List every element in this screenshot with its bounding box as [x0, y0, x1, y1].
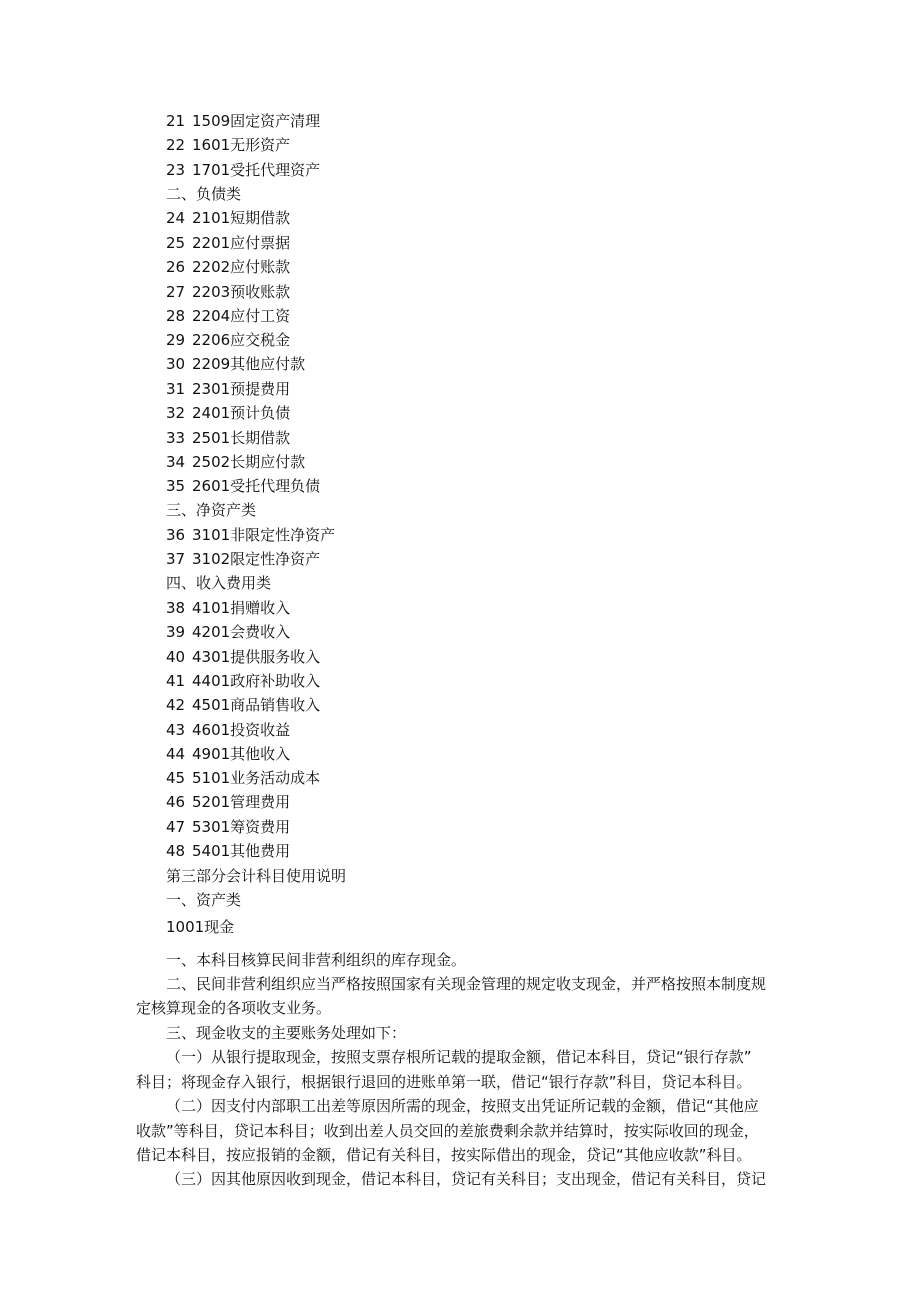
item-number: 30: [166, 355, 186, 373]
subparagraph-2-line-3: 借记本科目，按应报销的金额，借记有关科目，按实际借出的现金，贷记“其他应收款”科目。: [136, 1146, 752, 1164]
subparagraph-2-line-2: 收款”等科目，贷记本科目；收到出差人员交回的差旅费剩余款并结算时，按实际收回的现金，: [136, 1122, 759, 1140]
list-item: [166, 135, 290, 155]
item-number: 24: [166, 209, 186, 227]
item-text: 2101短期借款: [192, 209, 291, 227]
item-text: 5401其他费用: [192, 842, 291, 860]
item-number: 41: [166, 672, 186, 690]
item-number: 37: [166, 550, 186, 568]
list-item: [166, 452, 305, 472]
item-number: 29: [166, 331, 186, 349]
paragraph-3: 三、现金收支的主要账务处理如下：: [166, 1024, 407, 1042]
list-item: [166, 720, 290, 740]
item-text: 5201管理费用: [192, 793, 291, 811]
subparagraph-3-line-1: （三）因其他原因收到现金，借记本科目，贷记有关科目；支出现金，借记有关科目，贷记: [166, 1170, 767, 1188]
item-number: 28: [166, 307, 186, 325]
list-item: [166, 379, 290, 399]
item-number: 48: [166, 842, 186, 860]
subparagraph-1-line-2: 科目；将现金存入银行，根据银行退回的进账单第一联，借记“银行存款”科目，贷记本科目。: [136, 1073, 752, 1091]
account-title: 1001现金: [166, 918, 235, 936]
part-title: 第三部分会计科目使用说明: [166, 867, 347, 885]
list-item: [166, 233, 290, 253]
item-number: 42: [166, 696, 186, 714]
item-text: 3102限定性净资产: [192, 550, 321, 568]
section-heading-net-assets: 三、净资产类: [166, 501, 257, 519]
list-item: [166, 817, 290, 837]
list-item: [166, 111, 320, 131]
item-text: 4501商品销售收入: [192, 696, 321, 714]
item-text: 2201应付票据: [192, 234, 291, 252]
item-text: 4301提供服务收入: [192, 648, 321, 666]
item-number: 35: [166, 477, 186, 495]
paragraph-2-line-2: 定核算现金的各项收支业务。: [136, 999, 332, 1017]
item-text: 5301筹资费用: [192, 818, 291, 836]
item-text: 1601无形资产: [192, 136, 291, 154]
item-text: 2206应交税金: [192, 331, 291, 349]
item-number: 46: [166, 793, 186, 811]
list-item: [166, 428, 290, 448]
item-text: 2209其他应付款: [192, 355, 306, 373]
item-number: 34: [166, 453, 186, 471]
item-number: 33: [166, 429, 186, 447]
item-number: 39: [166, 623, 186, 641]
item-text: 2501长期借款: [192, 429, 291, 447]
item-number: 25: [166, 234, 186, 252]
item-text: 2301预提费用: [192, 380, 291, 398]
list-item: [166, 525, 335, 545]
item-number: 31: [166, 380, 186, 398]
paragraph-1: 一、本科目核算民间非营利组织的库存现金。: [166, 951, 467, 969]
item-number: 43: [166, 721, 186, 739]
item-text: 4101捐赠收入: [192, 599, 291, 617]
item-text: 3101非限定性净资产: [192, 526, 336, 544]
item-number: 44: [166, 745, 186, 763]
item-number: 45: [166, 769, 186, 787]
item-text: 4901其他收入: [192, 745, 291, 763]
list-item: [166, 671, 320, 691]
item-text: 4601投资收益: [192, 721, 291, 739]
list-item: [166, 549, 320, 569]
list-item: [166, 282, 290, 302]
list-item: [166, 476, 320, 496]
paragraph-2-line-1: 二、民间非营利组织应当严格按照国家有关现金管理的规定收支现金，并严格按照本制度规: [166, 975, 767, 993]
item-number: 27: [166, 283, 186, 301]
list-item: [166, 695, 320, 715]
subparagraph-1-line-1: （一）从银行提取现金，按照支票存根所记载的提取金额，借记本科目，贷记“银行存款”: [166, 1048, 752, 1066]
item-number: 22: [166, 136, 186, 154]
item-number: 21: [166, 112, 186, 130]
list-item: [166, 160, 320, 180]
item-text: 2204应付工资: [192, 307, 291, 325]
list-item: [166, 792, 290, 812]
section-heading-liabilities: 二、负债类: [166, 185, 242, 203]
list-item: [166, 257, 290, 277]
item-text: 4401政府补助收入: [192, 672, 321, 690]
item-number: 47: [166, 818, 186, 836]
item-number: 36: [166, 526, 186, 544]
list-item: [166, 647, 320, 667]
item-text: 1509固定资产清理: [192, 112, 321, 130]
subparagraph-2-line-1: （二）因支付内部职工出差等原因所需的现金，按照支出凭证所记载的金额，借记“其他应: [166, 1097, 759, 1115]
item-text: 2401预计负债: [192, 404, 291, 422]
list-item: [166, 330, 290, 350]
list-item: [166, 744, 290, 764]
item-text: 2502长期应付款: [192, 453, 306, 471]
item-text: 2601受托代理负债: [192, 477, 321, 495]
item-text: 1701受托代理资产: [192, 161, 321, 179]
list-item: [166, 354, 305, 374]
list-item: [166, 622, 290, 642]
item-text: 2203预收账款: [192, 283, 291, 301]
item-text: 2202应付账款: [192, 258, 291, 276]
item-number: 23: [166, 161, 186, 179]
item-number: 32: [166, 404, 186, 422]
list-item: [166, 208, 290, 228]
item-text: 5101业务活动成本: [192, 769, 321, 787]
section-heading-income-expense: 四、收入费用类: [166, 574, 272, 592]
item-number: 40: [166, 648, 186, 666]
item-number: 26: [166, 258, 186, 276]
list-item: [166, 841, 290, 861]
list-item: [166, 306, 290, 326]
section-heading-assets: 一、资产类: [166, 891, 242, 909]
list-item: [166, 598, 290, 618]
list-item: [166, 768, 320, 788]
item-text: 4201会费收入: [192, 623, 291, 641]
item-number: 38: [166, 599, 186, 617]
list-item: [166, 403, 290, 423]
